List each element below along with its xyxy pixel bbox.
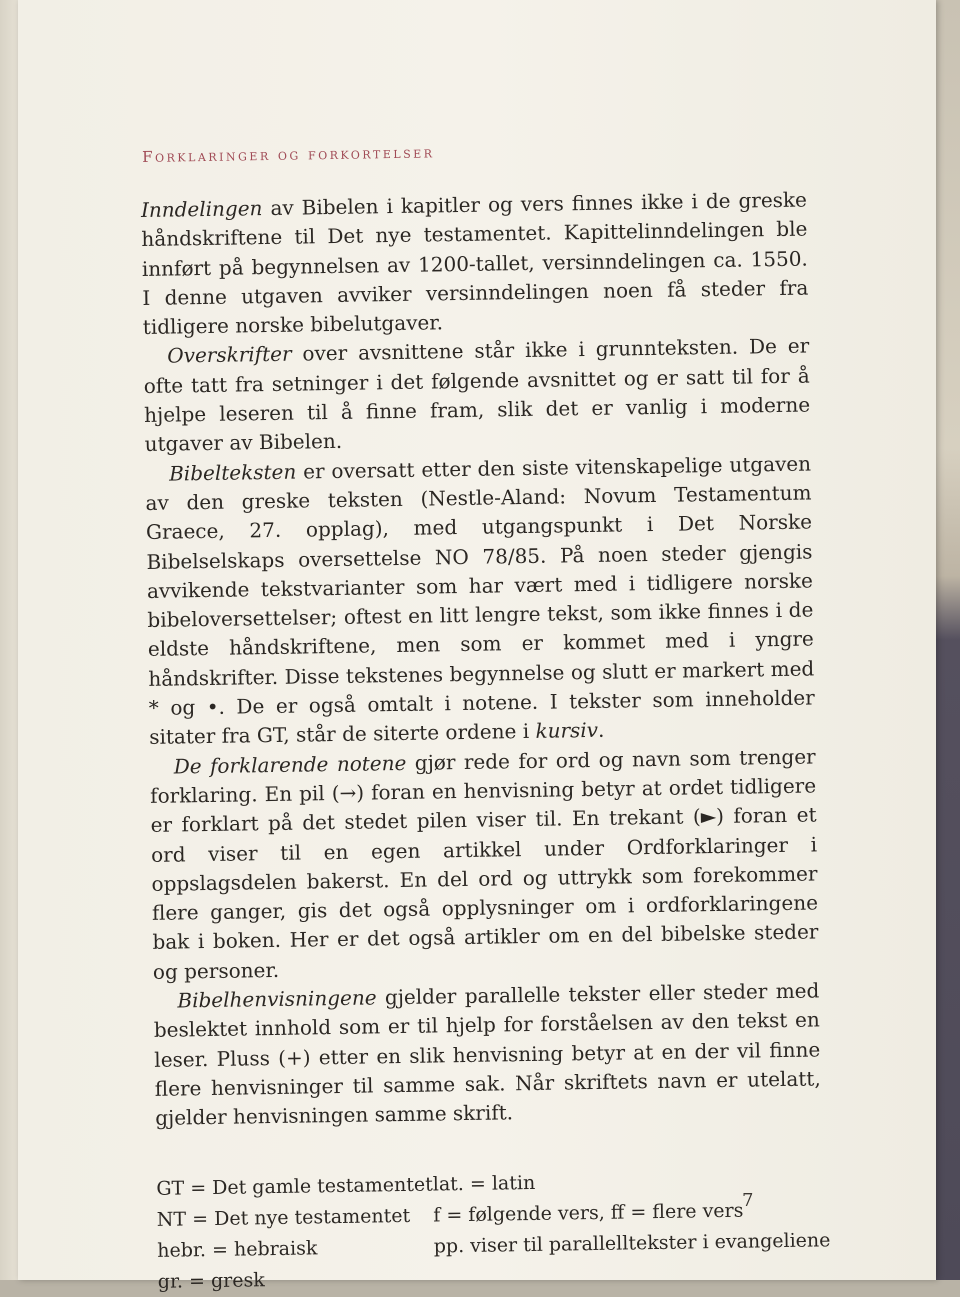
- paragraph-overskrifter: [143, 332, 811, 460]
- paragraph-italic-word: kursiv: [535, 718, 599, 744]
- abbreviation-item: pp. viser til parallelltekster i evangeliene: [433, 1228, 831, 1258]
- abbreviation-item: lat. = latin: [432, 1171, 536, 1196]
- paragraph-bibelhenvisningene: [153, 976, 821, 1133]
- abbreviation-column-left: [156, 1169, 434, 1297]
- paragraph-forklarende-notene: [149, 742, 819, 987]
- paragraph-lead: Bibelhenvisningene: [177, 985, 377, 1013]
- book-page: [18, 0, 936, 1293]
- abbreviation-item: gr. = gresk: [157, 1268, 265, 1293]
- paragraph-lead: Bibelteksten: [168, 459, 297, 486]
- abbreviation-column-right: [433, 1163, 832, 1293]
- page-header: Forklaringer og forkortelser: [141, 143, 435, 166]
- abbreviation-item: f = følgende vers, ff = flere vers: [433, 1199, 744, 1227]
- page-number: 7: [742, 1190, 754, 1211]
- paragraph-text: er oversatt etter den siste vitenskapelige utgaven av den greske teksten (Nestle-Aland: Novum Testamentum Graece, 27. opplag), med utgangspunkt i Det Norske Bibelselskaps oversettelse NO 78/85. På noen steder gjengis avvikende tekstvarianter som har vært med i tidligere norske bibeloversettelser; oftest en litt lengre tekst, som ikke finnes i de eldste håndskriftene, men som er kommet med i yngre håndskrifter. Disse tekstenes begynnelse og slutt er markert med * og •. De er også omtalt i notene. I tekster som inneholder sitater fra GT, står de siterte ordene i: [145, 451, 815, 750]
- abbreviation-item: hebr. = hebraisk: [157, 1236, 318, 1262]
- paragraph-lead: De forklarende notene: [173, 750, 407, 779]
- paragraph-bibelteksten: [145, 449, 816, 752]
- paragraph-lead: Overskrifter: [167, 342, 292, 369]
- paragraph-lead: Inndelingen: [140, 196, 263, 222]
- paragraph-tail: .: [597, 718, 605, 743]
- paragraph-inndelingen: [141, 186, 809, 343]
- page-content: [140, 138, 831, 1297]
- paragraph-text: av Bibelen i kapitler og vers finnes ikke i de greske håndskriftene til Det nye testamentet. Kapittelinndelingen ble innført på begynnelsen av 1200-tallet, versinndelingen ca. 1550. I denne utgaven avviker versinndelingen noen få steder fra tidligere norske bibelutgaver.: [141, 187, 809, 340]
- abbreviation-list: [156, 1163, 831, 1297]
- abbreviation-item: GT = Det gamle testamentet: [156, 1173, 433, 1200]
- abbreviation-item: NT = Det nye testamentet: [156, 1204, 411, 1231]
- paragraph-text: gjør rede for ord og navn som trenger forklaring. En pil (→) foran en henvisning betyr at ordet tidligere er forklart på det stedet pilen viser til. En trekant (►) foran et ord viser til en egen artikkel under Ordforklaringer i oppslagsdelen bakerst. En del ord og uttrykk som forekommer flere ganger, gis det også opplysninger om i ordforklaringene bak i boken. Her er det også artikler om en del bibelske steder og personer.: [149, 744, 819, 984]
- paragraph-text: gjelder parallelle tekster eller steder med beslektet innhold som er til hjelp for forståelsen av den tekst en leser. Pluss (+) etter en slik henvisning betyr at en der vil finne flere henvisninger til samme sak. Når skriftets navn er utelatt, gjelder henvisningen samme skrift.: [153, 978, 821, 1131]
- paragraph-text: over avsnittene står ikke i grunnteksten. De er ofte tatt fra setninger i det følgende avsnittet og er satt til for å hjelpe leseren til å finne fram, slik det er vanlig i moderne utgaver av Bibelen.: [143, 333, 811, 457]
